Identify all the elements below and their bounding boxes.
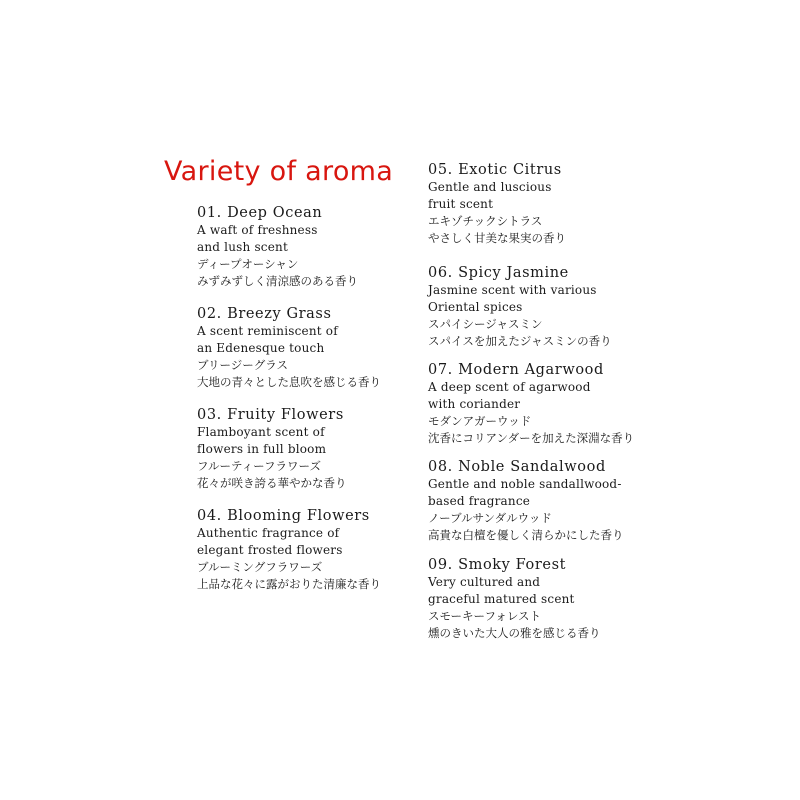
aroma-japanese-name: スパイシージャスミン bbox=[428, 317, 543, 331]
aroma-item-breezy-grass bbox=[197, 305, 407, 391]
aroma-item-smoky-forest bbox=[428, 556, 638, 642]
aroma-description-line: Gentle and noble sandallwood- bbox=[428, 477, 622, 491]
page-heading: Variety of aroma bbox=[164, 156, 394, 187]
aroma-description-line: with coriander bbox=[428, 397, 521, 411]
aroma-japanese-description: 花々が咲き誇る華やかな香り bbox=[197, 476, 347, 490]
aroma-description-line: Very cultured and bbox=[428, 575, 541, 589]
aroma-japanese-name: ノーブルサンダルウッド bbox=[428, 511, 552, 525]
aroma-description-line: Gentle and luscious bbox=[428, 180, 552, 194]
aroma-description-line: Jasmine scent with various bbox=[428, 283, 597, 297]
aroma-item-modern-agarwood bbox=[428, 361, 638, 447]
aroma-japanese-description: みずみずしく清涼感のある香り bbox=[197, 274, 358, 288]
aroma-description-line: elegant frosted flowers bbox=[197, 543, 343, 557]
aroma-title: 03. Fruity Flowers bbox=[197, 407, 344, 423]
aroma-japanese-description: 上品な花々に露がおりた清廉な香り bbox=[197, 577, 381, 591]
aroma-title: 09. Smoky Forest bbox=[428, 557, 567, 573]
aroma-description-line: based fragrance bbox=[428, 494, 531, 508]
aroma-description-line: A waft of freshness bbox=[197, 223, 318, 237]
aroma-title: 07. Modern Agarwood bbox=[428, 362, 604, 378]
aroma-item-deep-ocean bbox=[197, 204, 407, 290]
aroma-description-line: graceful matured scent bbox=[428, 592, 575, 606]
aroma-description-line: A scent reminiscent of bbox=[197, 324, 338, 338]
aroma-japanese-name: ブルーミングフラワーズ bbox=[197, 560, 323, 574]
aroma-title: 01. Deep Ocean bbox=[197, 205, 323, 221]
aroma-japanese-name: スモーキーフォレスト bbox=[428, 609, 542, 623]
aroma-japanese-name: エキゾチックシトラス bbox=[428, 214, 543, 228]
aroma-title: 08. Noble Sandalwood bbox=[428, 459, 606, 475]
aroma-title: 05. Exotic Citrus bbox=[428, 162, 562, 178]
aroma-item-blooming-flowers bbox=[197, 507, 407, 593]
aroma-japanese-description: 燻のきいた大人の雅を感じる香り bbox=[428, 626, 601, 640]
aroma-item-spicy-jasmine bbox=[428, 264, 638, 350]
aroma-item-noble-sandalwood bbox=[428, 458, 638, 544]
aroma-item-exotic-citrus bbox=[428, 161, 638, 247]
aroma-description-line: Authentic fragrance of bbox=[197, 526, 340, 540]
aroma-item-fruity-flowers bbox=[197, 406, 407, 492]
aroma-description-line: Flamboyant scent of bbox=[197, 425, 325, 439]
aroma-japanese-name: ディープオーシャン bbox=[197, 257, 299, 271]
aroma-title: 04. Blooming Flowers bbox=[197, 508, 370, 524]
aroma-title: 02. Breezy Grass bbox=[197, 306, 332, 322]
aroma-description-line: fruit scent bbox=[428, 197, 494, 211]
aroma-japanese-description: 高貴な白檀を優しく清らかにした香り bbox=[428, 528, 624, 542]
aroma-japanese-name: ブリージーグラス bbox=[197, 358, 288, 372]
aroma-description-line: and lush scent bbox=[197, 240, 288, 254]
aroma-japanese-name: モダンアガーウッド bbox=[428, 414, 532, 428]
aroma-japanese-description: 沈香にコリアンダーを加えた深淵な香り bbox=[428, 431, 635, 445]
aroma-japanese-description: 大地の青々とした息吹を感じる香り bbox=[197, 375, 381, 389]
aroma-japanese-description: スパイスを加えたジャスミンの香り bbox=[428, 334, 612, 348]
aroma-japanese-description: やさしく甘美な果実の香り bbox=[428, 231, 566, 245]
aroma-description-line: an Edenesque touch bbox=[197, 341, 325, 355]
aroma-title: 06. Spicy Jasmine bbox=[428, 265, 569, 281]
aroma-japanese-name: フルーティーフラワーズ bbox=[197, 459, 321, 473]
aroma-description-line: flowers in full bloom bbox=[197, 442, 327, 456]
aroma-description-line: A deep scent of agarwood bbox=[428, 380, 591, 394]
aroma-description-line: Oriental spices bbox=[428, 300, 523, 314]
